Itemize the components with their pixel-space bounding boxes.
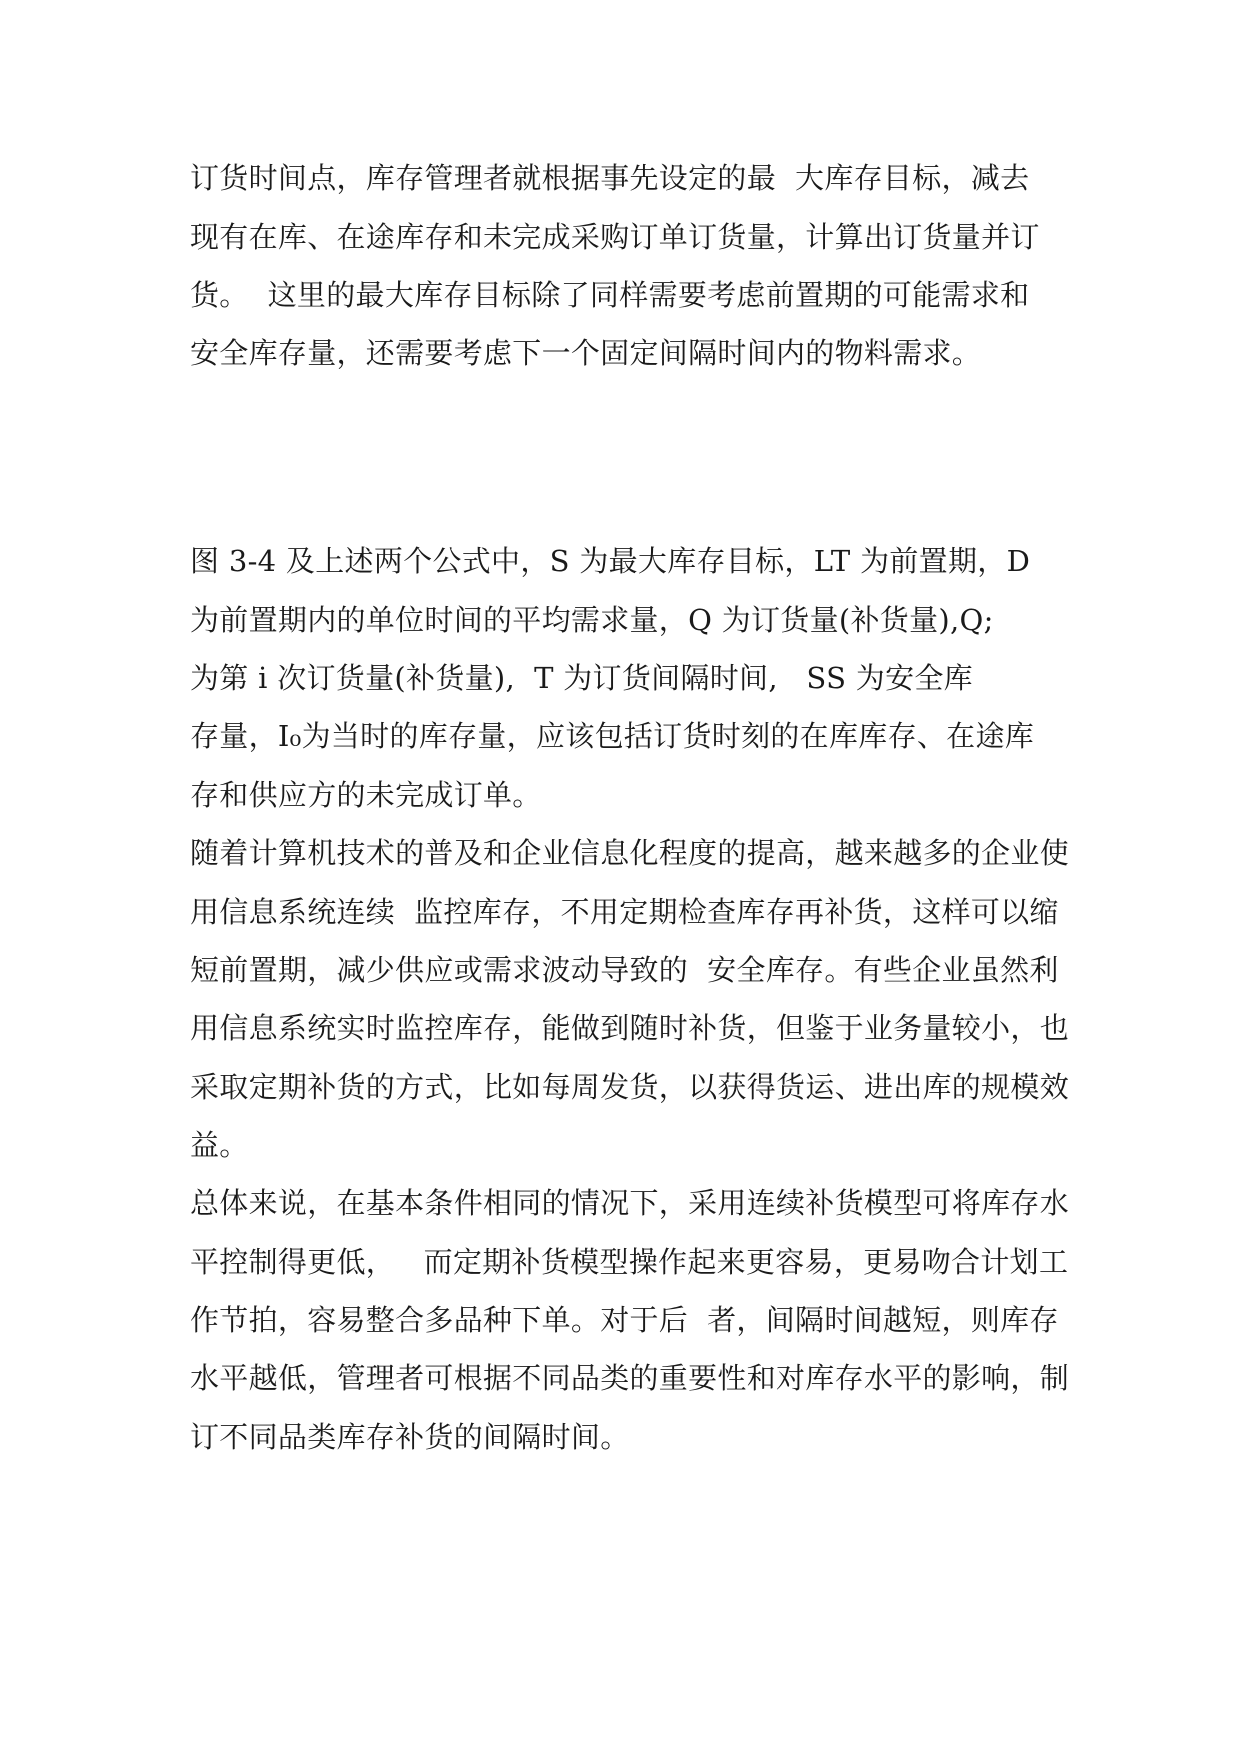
text-line: 平控制得更低， 而定期补货模型操作起来更容易，更易吻合计划工 [190,1245,1069,1279]
text-line: 采取定期补货的方式，比如每周发货，以获得货运、进出库的规模效 [190,1070,1070,1104]
text-line: 订货时间点，库存管理者就根据事先设定的最 大库存目标，减去 [190,161,1030,195]
text-line: 存量，I₀为当时的库存量，应该包括订货时刻的在库库存、在途库 [190,719,1035,753]
text-line: 货。 这里的最大库存目标除了同样需要考虑前置期的可能需求和 [190,278,1030,312]
text-line: 总体来说，在基本条件相同的情况下，采用连续补货模型可将库存水 [190,1186,1070,1220]
text-line: 用信息系统连续 监控库存，不用定期检查库存再补货，这样可以缩 [190,895,1059,929]
text-line: 为第 i 次订货量(补货量), T 为订货间隔时间, SS 为安全库 [190,661,973,695]
text-line: 作节拍，容易整合多品种下单。对于后 者，间隔时间越短，则库存 [190,1303,1059,1337]
text-line: 用信息系统实时监控库存，能做到随时补货，但鉴于业务量较小，也 [190,1011,1070,1045]
text-line: 短前置期，减少供应或需求波动导致的 安全库存。有些企业虽然利 [190,953,1059,987]
text-line: 图 3-4 及上述两个公式中，S 为最大库存目标，LT 为前置期，D [190,544,1031,578]
text-line: 为前置期内的单位时间的平均需求量，Q 为订货量(补货量),Q; [190,603,994,637]
text-line: 随着计算机技术的普及和企业信息化程度的提高，越来越多的企业使 [190,836,1070,870]
text-line: 存和供应方的未完成订单。 [190,778,542,812]
text-line: 现有在库、在途库存和未完成采购订单订货量，计算出订货量并订 [190,220,1040,254]
text-line: 安全库存量，还需要考虑下一个固定间隔时间内的物料需求。 [190,336,982,370]
text-line: 益。 [190,1128,249,1162]
text-line: 水平越低，管理者可根据不同品类的重要性和对库存水平的影响，制 [190,1361,1070,1395]
text-line: 订不同品类库存补货的间隔时间。 [190,1420,630,1454]
